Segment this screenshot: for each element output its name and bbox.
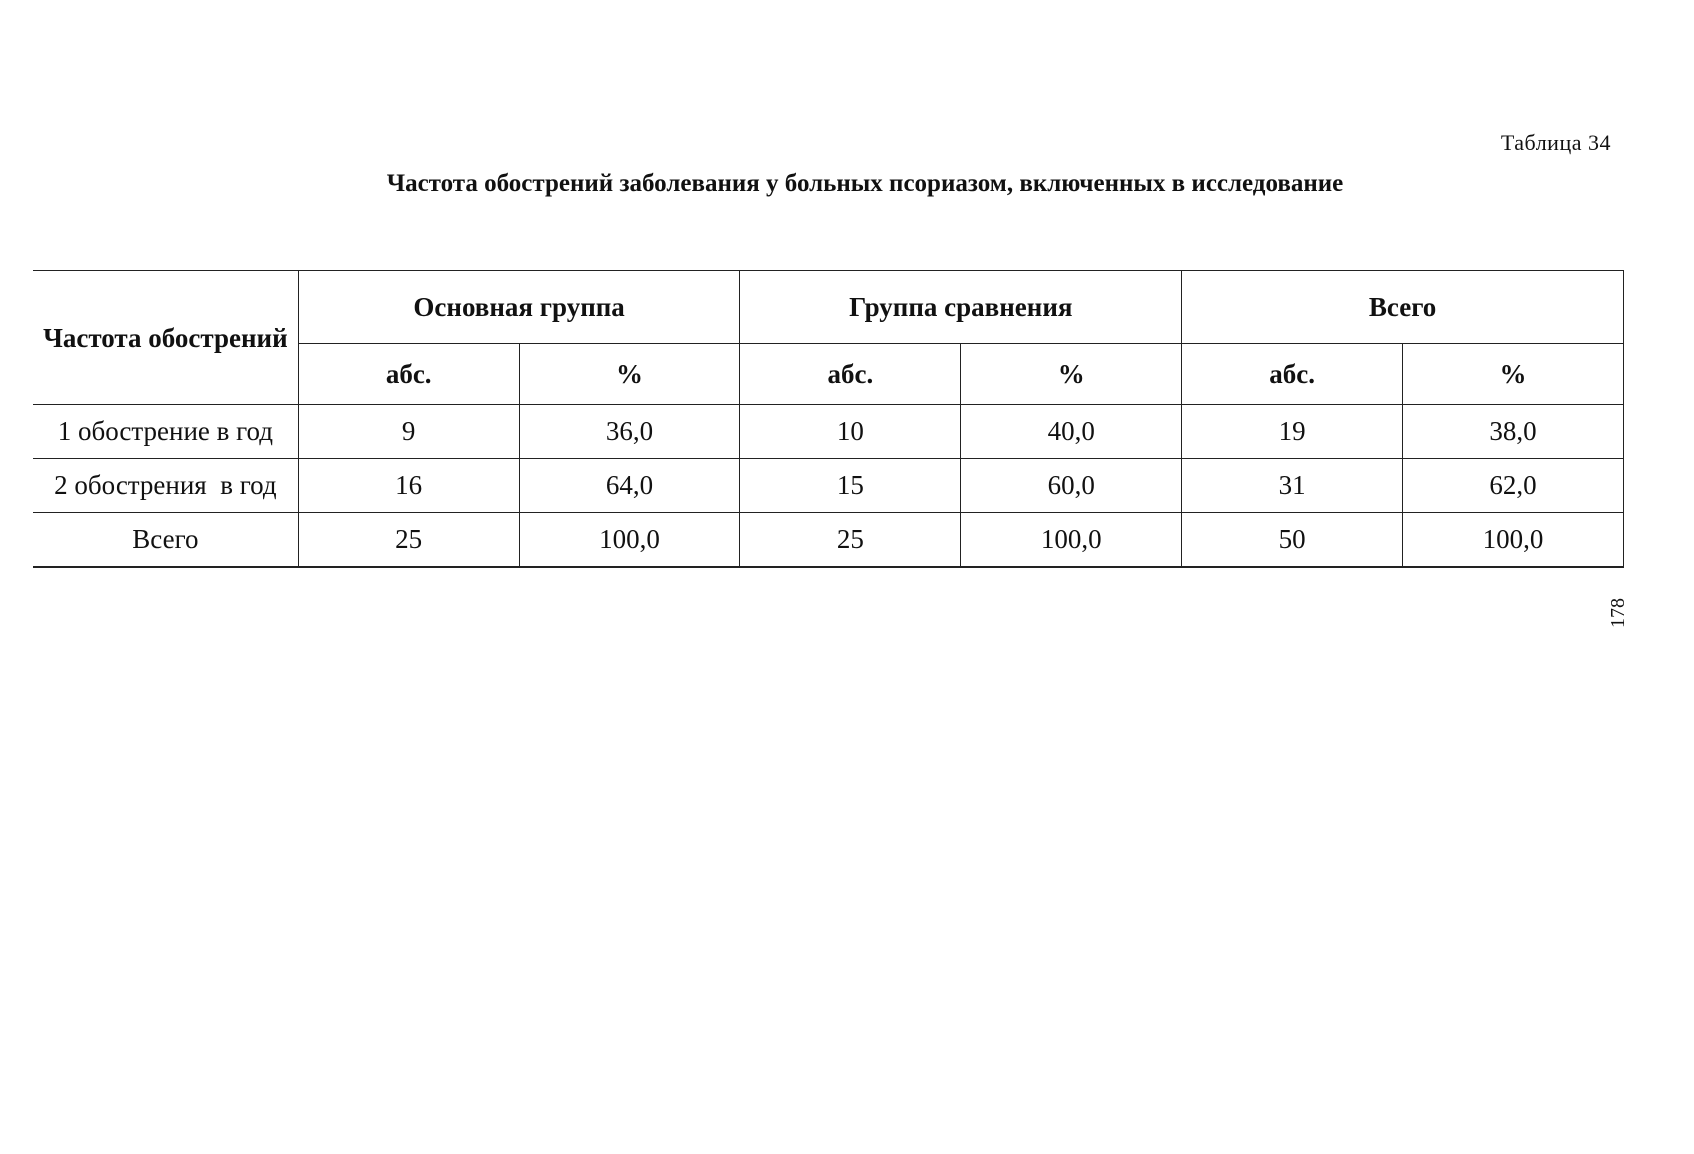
header-row-groups [33, 271, 1624, 344]
group-header-main: Основная группа [298, 271, 740, 344]
table-row-one-exacerbation [33, 405, 1624, 459]
table-cell: 50 [1182, 513, 1403, 568]
table-cell: 100,0 [961, 513, 1182, 568]
table-cell: 15 [740, 459, 961, 513]
total-pct-header: % [1403, 344, 1624, 405]
comparison-pct-header: % [961, 344, 1182, 405]
row-label: 1 обострение в год [33, 405, 298, 459]
row-label: 2 обострения в год [33, 459, 298, 513]
table-title: Частота обострений заболевания у больных псориазом, включенных в исследование [386, 170, 1344, 197]
main-pct-header: % [519, 344, 740, 405]
table-cell: 64,0 [519, 459, 740, 513]
table-cell: 36,0 [519, 405, 740, 459]
table-cell: 31 [1182, 459, 1403, 513]
page-number: 178 [1607, 598, 1629, 628]
table-cell: 40,0 [961, 405, 1182, 459]
group-header-total: Всего [1182, 271, 1624, 344]
total-abs-header: абс. [1182, 344, 1403, 405]
main-abs-header: абс. [298, 344, 519, 405]
table-cell: 16 [298, 459, 519, 513]
table-cell: 25 [298, 513, 519, 568]
corner-header: Частота обострений [33, 271, 298, 405]
table-cell: 60,0 [961, 459, 1182, 513]
group-header-comparison: Группа сравнения [740, 271, 1182, 344]
table-cell: 100,0 [519, 513, 740, 568]
table-cell: 62,0 [1403, 459, 1624, 513]
table-cell: 100,0 [1403, 513, 1624, 568]
row-label: Всего [33, 513, 298, 568]
frequency-table [33, 270, 1624, 568]
table-cell: 9 [298, 405, 519, 459]
table-cell: 25 [740, 513, 961, 568]
table-row-two-exacerbations [33, 459, 1624, 513]
table-cell: 38,0 [1403, 405, 1624, 459]
table-cell: 19 [1182, 405, 1403, 459]
comparison-abs-header: абс. [740, 344, 961, 405]
table-number-label: Таблица 34 [1500, 130, 1611, 155]
table-cell: 10 [740, 405, 961, 459]
table-row-total [33, 513, 1624, 568]
